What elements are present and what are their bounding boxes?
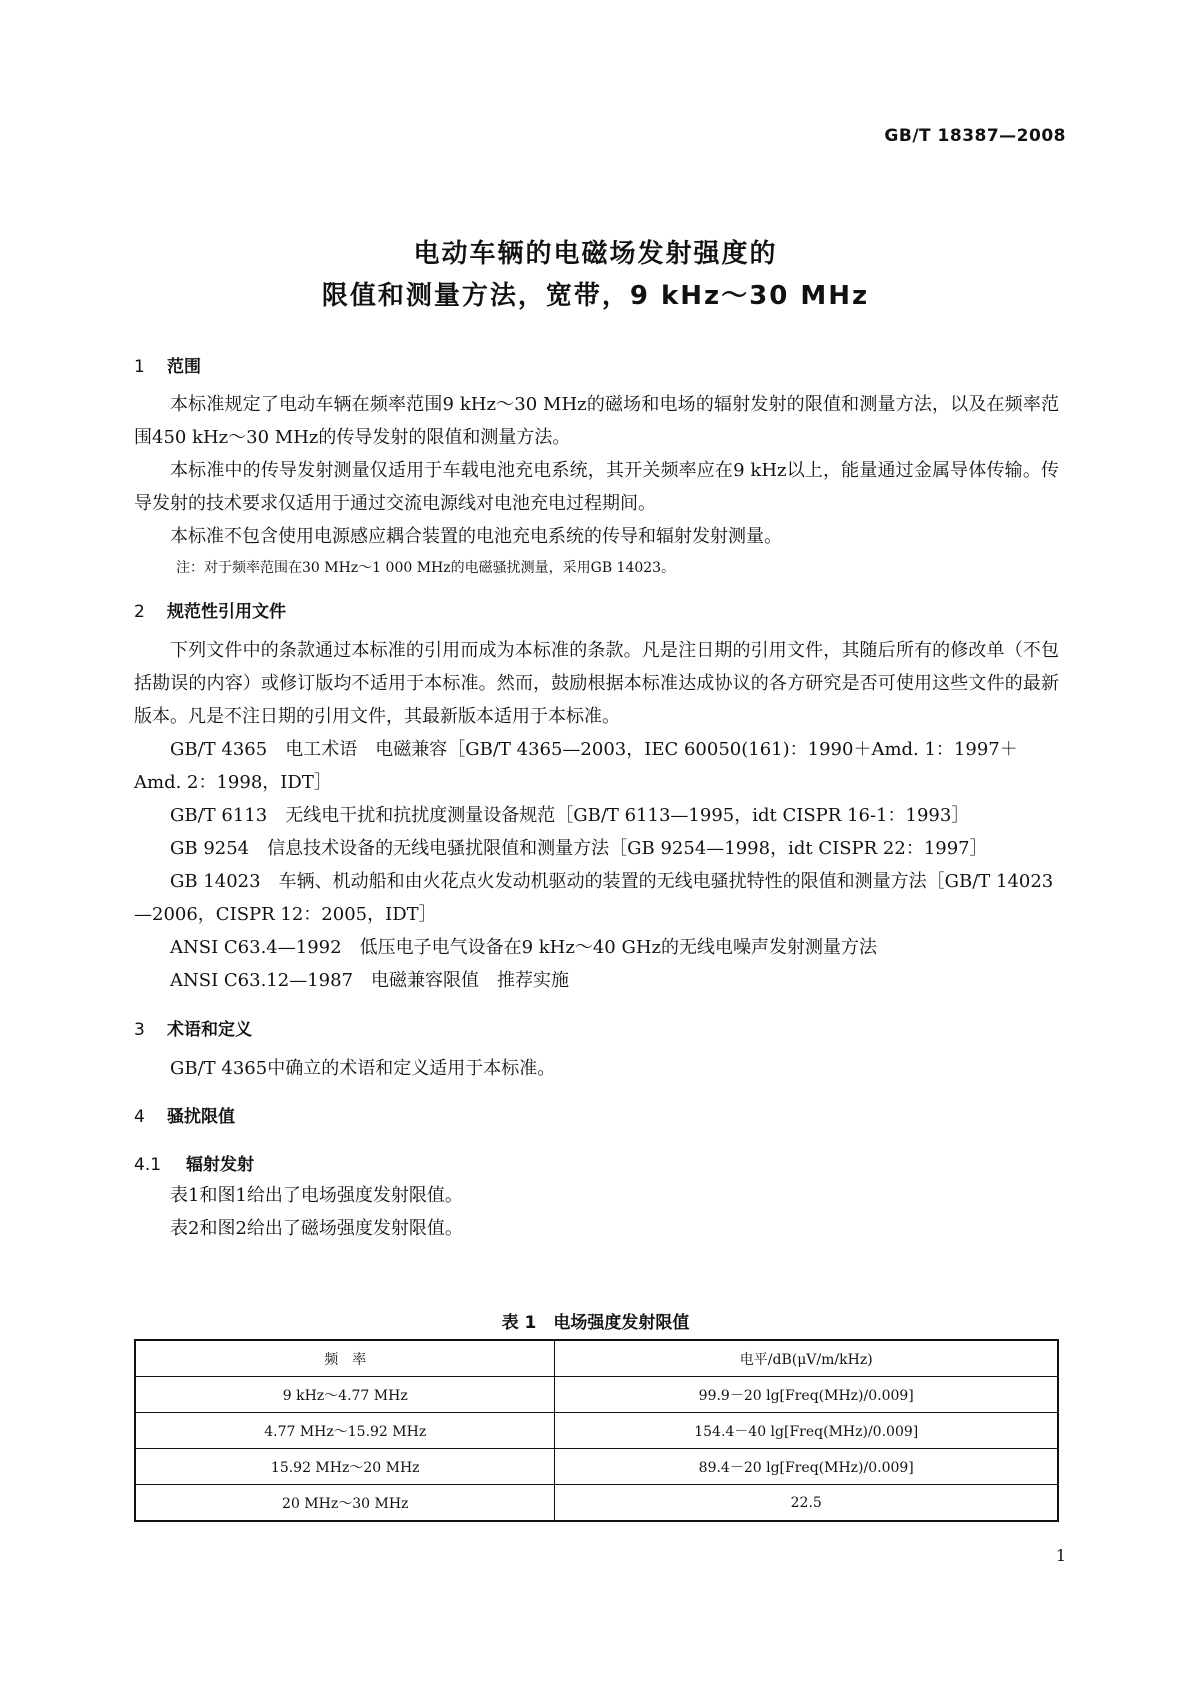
section-3-heading	[134, 1015, 252, 1040]
section-2-heading	[134, 597, 286, 622]
section-title: 规范性引用文件	[167, 602, 286, 622]
paragraph: 本标准不包含使用电源感应耦合装置的电池充电系统的传导和辐射发射测量。	[170, 526, 782, 547]
reference-text: 无线电干扰和抗扰度测量设备规范［GB/T 6113—1995，idt CISPR 16-1：1993］	[285, 805, 970, 826]
section-1-heading	[134, 352, 201, 377]
section-title: 辐射发射	[186, 1155, 254, 1175]
section-number: 4.1	[134, 1155, 162, 1175]
reference-item	[134, 733, 1059, 799]
reference-code: GB 14023	[170, 871, 261, 892]
paragraph: 本标准规定了电动车辆在频率范围9 kHz～30 MHz的磁场和电场的辐射发射的限值和测量方法，以及在频率范围450 kHz～30 MHz的传导发射的限值和测量方法。	[134, 394, 1059, 448]
section-title: 骚扰限值	[167, 1107, 235, 1127]
reference-item	[134, 964, 1059, 997]
reference-code: ANSI C63.12—1987	[170, 970, 354, 991]
section-4-1-heading	[134, 1150, 254, 1175]
table-cell: 4.77 MHz～15.92 MHz	[135, 1413, 555, 1449]
reference-item	[134, 931, 1059, 964]
reference-text: 电磁兼容限值 推荐实施	[371, 970, 570, 991]
table-cell: 15.92 MHz～20 MHz	[135, 1449, 555, 1485]
note: 注：对于频率范围在30 MHz～1 000 MHz的电磁骚扰测量，采用GB 14023。	[176, 560, 676, 576]
table-cell: 9 kHz～4.77 MHz	[135, 1377, 555, 1413]
paragraph: 表1和图1给出了电场强度发射限值。	[170, 1185, 463, 1206]
section-number: 4	[134, 1107, 145, 1127]
section-4-heading	[134, 1102, 235, 1127]
table-cell: 22.5	[555, 1485, 1058, 1522]
reference-code: GB 9254	[170, 838, 250, 859]
table-header-row	[135, 1340, 1058, 1377]
paragraph: 本标准中的传导发射测量仅适用于车载电池充电系统，其开关频率应在9 kHz以上，能量通过金属导体传输。传导发射的技术要求仅适用于通过交流电源线对电池充电过程期间。	[134, 460, 1059, 514]
reference-item	[134, 865, 1059, 931]
standard-code: GB/T 18387—2008	[884, 126, 1066, 146]
column-header-level: 电平/dB(μV/m/kHz)	[555, 1340, 1058, 1377]
column-header-frequency: 频 率	[135, 1340, 555, 1377]
table-cell: 89.4－20 lg[Freq(MHz)/0.009]	[555, 1449, 1058, 1485]
section-number: 1	[134, 357, 145, 377]
paragraph: 表2和图2给出了磁场强度发射限值。	[170, 1218, 463, 1239]
section-number: 3	[134, 1020, 145, 1040]
table-row	[135, 1485, 1058, 1522]
emission-limits-table	[134, 1339, 1059, 1522]
section-title: 范围	[167, 357, 201, 377]
reference-code: GB/T 4365	[170, 739, 268, 760]
document-title-line1: 电动车辆的电磁场发射强度的	[413, 239, 778, 269]
page-number: 1	[1055, 1546, 1066, 1565]
document-title-line2: 限值和测量方法，宽带，9 kHz～30 MHz	[321, 281, 870, 311]
paragraph: GB/T 4365中确立的术语和定义适用于本标准。	[170, 1058, 556, 1079]
reference-text: 电工术语 电磁兼容［GB/T 4365—2003，IEC 60050(161)：1990＋Amd. 1：1997＋Amd. 2：1998，IDT］	[134, 739, 1018, 793]
paragraph: 下列文件中的条款通过本标准的引用而成为本标准的条款。凡是注日期的引用文件，其随后所有的修改单（不包括勘误的内容）或修订版均不适用于本标准。然而，鼓励根据本标准达成协议的各方研究是否可使用这些文件的最新版本。凡是不注日期的引用文件，其最新版本适用于本标准。	[134, 640, 1059, 727]
reference-text: 信息技术设备的无线电骚扰限值和测量方法［GB 9254—1998，idt CISPR 22：1997］	[267, 838, 988, 859]
reference-code: GB/T 6113	[170, 805, 268, 826]
table-cell: 154.4－40 lg[Freq(MHz)/0.009]	[555, 1413, 1058, 1449]
table-row	[135, 1449, 1058, 1485]
reference-text: 低压电子电气设备在9 kHz～40 GHz的无线电噪声发射测量方法	[359, 937, 878, 958]
reference-code: ANSI C63.4—1992	[170, 937, 342, 958]
reference-text: 车辆、机动船和由火花点火发动机驱动的装置的无线电骚扰特性的限值和测量方法［GB/T 14023—2006，CISPR 12：2005，IDT］	[134, 871, 1054, 925]
table-caption: 表 1 电场强度发射限值	[501, 1313, 690, 1333]
reference-item	[134, 799, 1059, 832]
table-cell: 99.9－20 lg[Freq(MHz)/0.009]	[555, 1377, 1058, 1413]
table-row	[135, 1413, 1058, 1449]
section-title: 术语和定义	[167, 1020, 252, 1040]
reference-item	[134, 832, 1059, 865]
table-cell: 20 MHz～30 MHz	[135, 1485, 555, 1522]
table-row	[135, 1377, 1058, 1413]
section-number: 2	[134, 602, 145, 622]
